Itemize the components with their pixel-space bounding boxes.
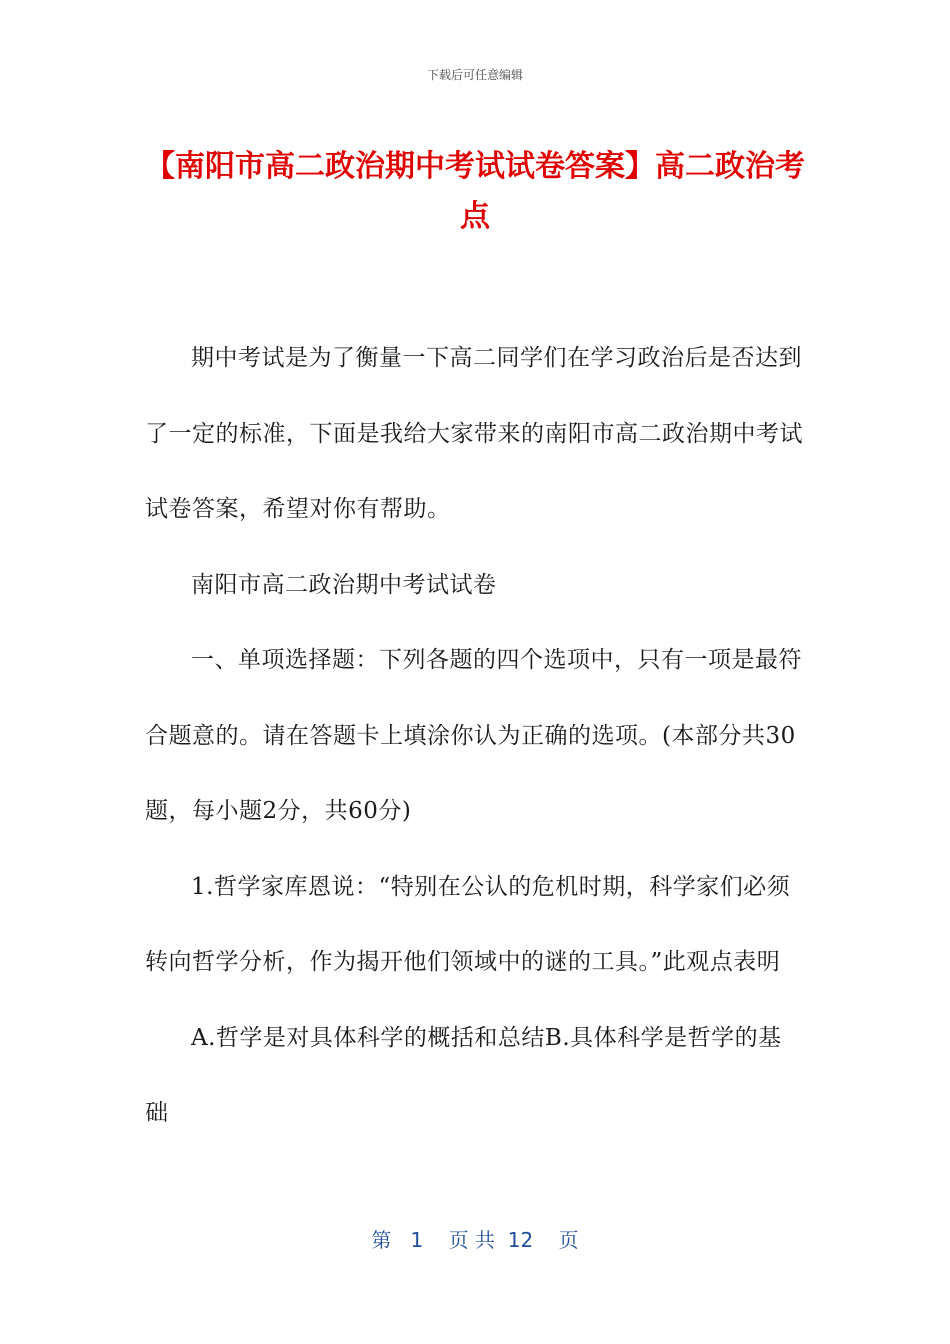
document-body [145,321,805,1152]
intro-paragraph: 期中考试是为了衡量一下高二同学们在学习政治后是否达到了一定的标准，下面是我给大家带来的南阳市高二政治期中考试试卷答案，希望对你有帮助。 [145,345,803,522]
document-title: 【南阳市高二政治期中考试试卷答案】高二政治考点 [145,149,805,234]
footer-current-page: 1 [410,1228,424,1252]
question-1-options-paragraph: A.哲学是对具体科学的概括和总结B.具体科学是哲学的基础 [145,1024,782,1126]
header-note: 下载后可任意编辑 [426,68,523,82]
footer-suffix: 页 [558,1228,579,1252]
footer-total-pages: 12 [507,1228,534,1252]
exam-heading-paragraph: 南阳市高二政治期中考试试卷 [191,571,497,598]
page-footer [0,1224,950,1253]
section-instructions-paragraph: 一、单项选择题：下列各题的四个选项中，只有一项是最符合题意的。请在答题卡上填涂你认为正确的选项。(本部分共30题，每小题2分，共60分) [145,647,802,824]
question-1-paragraph: 1.哲学家库恩说：“特别在公认的危机时期，科学家们必须转向哲学分析，作为揭开他们领域中的谜的工具。”此观点表明 [145,873,791,975]
footer-prefix: 第 [371,1228,392,1252]
footer-middle: 页 共 [448,1228,495,1252]
